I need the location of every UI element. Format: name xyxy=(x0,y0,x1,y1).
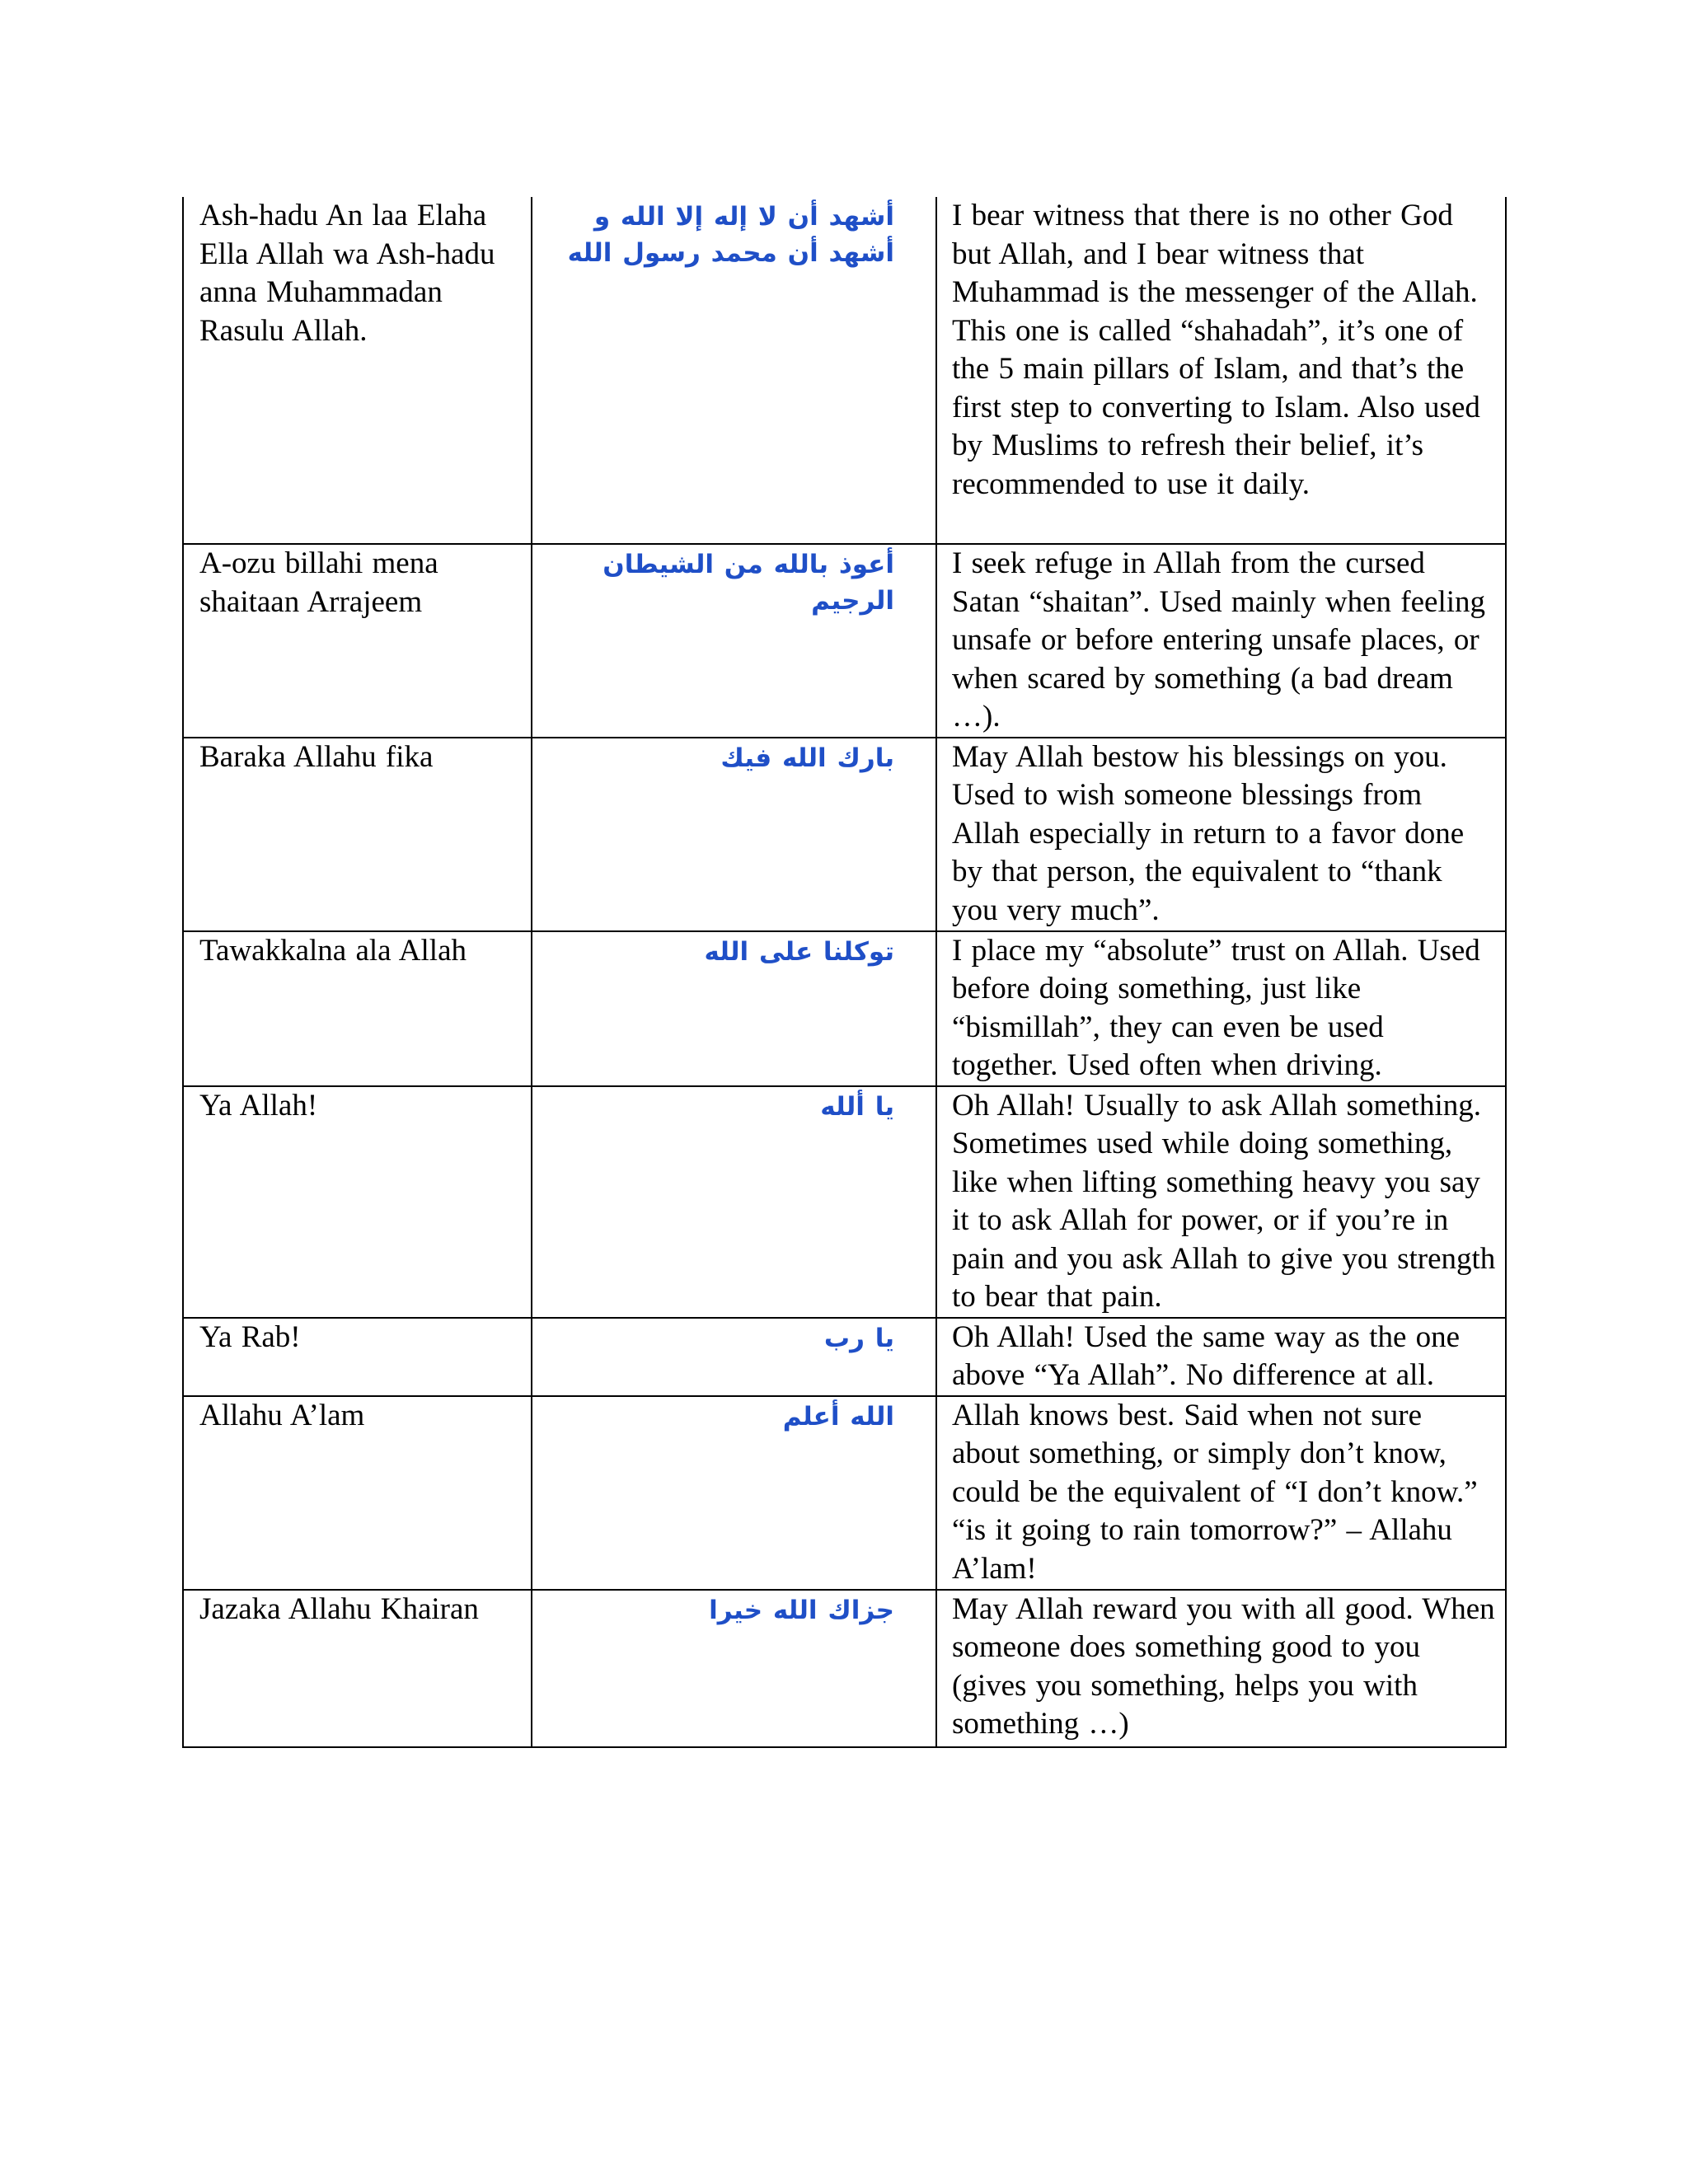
meaning-cell: Oh Allah! Usually to ask Allah something. Sometimes used while doing something, like when lifting something heavy you say it to ask Allah for power, or if you’re in pain and you ask Allah to give you strength to bear that pain. xyxy=(936,1086,1506,1318)
transliteration-cell: Ya Allah! xyxy=(183,1086,532,1318)
arabic-cell: يا رب xyxy=(532,1318,936,1396)
meaning-cell: Allah knows best. Said when not sure about something, or simply don’t know, could be the equivalent of “I don’t know.” “is it going to rain tomorrow?” – Allahu A’lam! xyxy=(936,1396,1506,1590)
arabic-cell: أعوذ بالله من الشيطان الرجيم xyxy=(532,544,936,738)
arabic-cell: الله أعلم xyxy=(532,1396,936,1590)
transliteration-cell: Allahu A’lam xyxy=(183,1396,532,1590)
meaning-cell: Oh Allah! Used the same way as the one above “Ya Allah”. No difference at all. xyxy=(936,1318,1506,1396)
meaning-cell: May Allah reward you with all good. When someone does something good to you (gives you something, helps you with something …) xyxy=(936,1590,1506,1747)
table-row xyxy=(183,931,1506,1086)
transliteration-cell: Ash-hadu An laa Elaha Ella Allah wa Ash-hadu anna Muhammadan Rasulu Allah. xyxy=(183,197,532,544)
table-row xyxy=(183,1590,1506,1747)
meaning-cell: I seek refuge in Allah from the cursed Satan “shaitan”. Used mainly when feeling unsafe or before entering unsafe places, or when scared by something (a bad dream …). xyxy=(936,544,1506,738)
arabic-cell: بارك الله فيك xyxy=(532,738,936,931)
transliteration-cell: Jazaka Allahu Khairan xyxy=(183,1590,532,1747)
phrases-table xyxy=(182,197,1507,1748)
table-row xyxy=(183,1086,1506,1318)
table-row xyxy=(183,1318,1506,1396)
arabic-cell: يا ألله xyxy=(532,1086,936,1318)
meaning-cell: I bear witness that there is no other God but Allah, and I bear witness that Muhammad is the messenger of the Allah. This one is called “shahadah”, it’s one of the 5 main pillars of Islam, and that’s the first step to converting to Islam. Also used by Muslims to refresh their belief, it’s recommended to use it daily. xyxy=(936,197,1506,544)
meaning-cell: I place my “absolute” trust on Allah. Used before doing something, just like “bismillah”, they can even be used together. Used often when driving. xyxy=(936,931,1506,1086)
table-row xyxy=(183,544,1506,738)
arabic-cell: توكلنا على الله xyxy=(532,931,936,1086)
transliteration-cell: Tawakkalna ala Allah xyxy=(183,931,532,1086)
table-row xyxy=(183,1396,1506,1590)
transliteration-cell: Ya Rab! xyxy=(183,1318,532,1396)
arabic-cell: أشهد أن لا إله إلا الله و أشهد أن محمد رسول الله xyxy=(532,197,936,544)
arabic-cell: جزاك الله خيرا xyxy=(532,1590,936,1747)
transliteration-cell: Baraka Allahu fika xyxy=(183,738,532,931)
meaning-cell: May Allah bestow his blessings on you. Used to wish someone blessings from Allah especially in return to a favor done by that person, the equivalent to “thank you very much”. xyxy=(936,738,1506,931)
table-row xyxy=(183,738,1506,931)
table-row xyxy=(183,197,1506,544)
transliteration-cell: A-ozu billahi mena shaitaan Arrajeem xyxy=(183,544,532,738)
